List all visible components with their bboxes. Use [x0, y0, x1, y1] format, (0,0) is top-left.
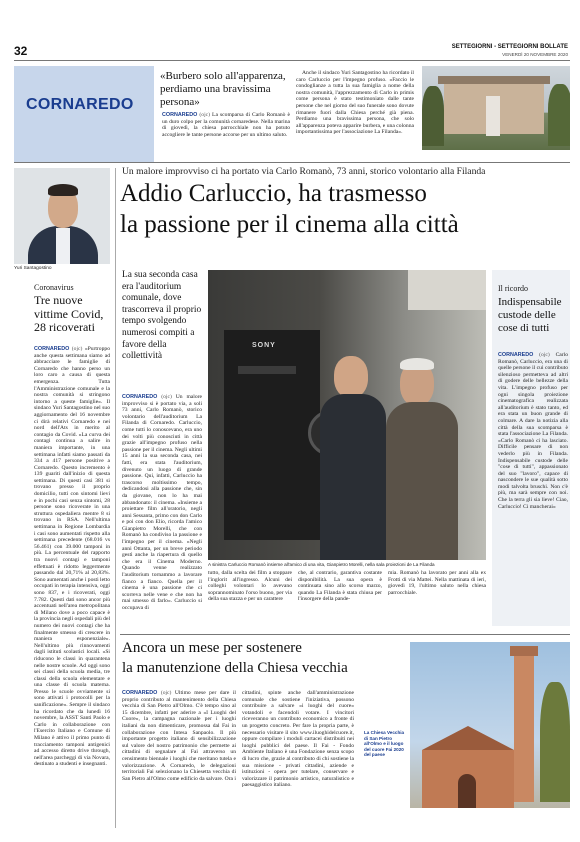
portrait-hair: [48, 184, 78, 196]
tree-shape: [422, 86, 444, 146]
portrait-shirt: [56, 228, 70, 264]
man-right-hair: [400, 358, 434, 370]
main-story-byline: (ojc): [161, 394, 172, 400]
main-story-text-4: mia. Romanò ha lavorato per anni alla ex Frotti di via Mattei. Nella mattinata di ieri, giovedì 19, l'ultimo saluto nella chiesa parrocchiale.: [388, 570, 486, 596]
main-story-overline: Un malore improvviso ci ha portato via Carlo Romanò, 73 anni, storico volontario alla Filanda: [122, 166, 486, 177]
publication-name: SETTEGIORNI - SETTEGIORNI BOLLATE: [451, 44, 568, 50]
tree-shape-right: [548, 84, 570, 146]
bottom-story-byline: (ojc): [160, 690, 172, 696]
left-col-divider: [115, 168, 116, 828]
top-story-col1: [162, 112, 290, 139]
covid-byline: (ojc): [71, 346, 83, 352]
top-story-col2: [296, 70, 414, 137]
memory-byline: (ojc): [539, 352, 550, 358]
church-door: [458, 774, 476, 808]
header-rule: [14, 60, 570, 61]
man-left-body: [320, 394, 386, 560]
section-title: CORNAREDO: [26, 96, 134, 113]
projector-brand: SONY: [252, 342, 276, 349]
monument-photo: [422, 66, 570, 150]
mayor-portrait: [14, 168, 110, 264]
main-story-text-3: che, al contrario, garantiva costante disponibilità. La sua opera è continuata sino allo scorso marzo, quando La Filanda è stata chiusa per l'insorgere della pande-: [298, 570, 382, 603]
bell-tower: [514, 652, 534, 802]
main-photo-caption: A sinistra Carluccio Romanò insieme all'amico di una vita, Gianpietro Morelli, nella sala proiezioni de La Filanda: [208, 562, 435, 567]
main-story-headline-1: Addio Carluccio, ha trasmesso: [120, 180, 427, 207]
top-story-headline: «Burbero solo all'apparenza, perdiamo una bravissima persona»: [160, 70, 286, 108]
top-divider: [14, 162, 570, 163]
man-right-body: [386, 402, 458, 560]
memory-kicker-label: Il ricordo: [498, 284, 528, 293]
bell-tower-top: [510, 646, 538, 656]
covid-kicker: CORNAREDO: [34, 346, 70, 352]
main-story-col4: [388, 570, 486, 597]
issue-date: VENERDÌ 20 NOVEMBRE 2020: [502, 52, 568, 57]
covid-kicker-label: Coronavirus: [34, 283, 74, 292]
main-story-text-2: tutto, dalla scelta dei film a stoppare l'inglorit all'ingresso. Alcuni dei colleghi volontari lo avevano soprannominato l'orso buono, per via della sua stazza e per un carattere: [208, 570, 292, 603]
covid-body: [34, 346, 110, 820]
church-photo: [410, 642, 570, 808]
memory-kicker: CORNAREDO: [498, 352, 534, 358]
bottom-story-col2: [242, 690, 354, 830]
main-story-col3: [298, 570, 382, 604]
ceiling-light: [408, 270, 486, 310]
bottom-story-col1: [122, 690, 236, 830]
man-left-head: [334, 356, 368, 398]
projector-body: [224, 330, 320, 540]
bottom-story-text-1: Ultimo mese per dare il proprio contributo al mantenimento della Chiesa vecchia di San Pietro all'Olmo. C'è tempo sino al 15 dicembre, infatti per aderire a «I Luoghi del Cuore», la campagna nazionale per i luoghi italiani da non dimenticare, promossa dal Fai in collaborazione con Intesa Sanpaolo. Il più importante progetto italiano di sensibilizzazione sul valore del nostro patrimonio che permette ai cittadini di segnalare al Fai attraverso un censimento biennale i luoghi che meritano tutela e valorizzazione. A Cornaredo, le delegazioni territoriali Fai selezionano la Chiesetta vecchia di San Pietro all'Olmo come edificio da salvare. Ora i: [122, 690, 236, 782]
main-story-col1: [122, 394, 202, 622]
memory-body: [498, 352, 568, 622]
covid-headline: Tre nuove vittime Covid, 28 ricoverati: [34, 293, 104, 334]
memory-text: Carlo Romanò, Carluccio, era una di quelle persone il cui contributo silenzioso permetteva ad altri di godere delle bellezze della vita. L'impegno profuso per ogni singola proiezione cinematografica realizzata all'auditorium è stato tanto, ed era stata un buon grande di colmare. A dare la notizia alla città della sua scomparsa è stata l'associazione La Filanda. «Carlo Romanò ci ha lasciato. Difficile pensare di non vederlo più in Filanda. Indispensabile custode delle "cose di tutti", appassionato del suo "lavoro", capace di nascondere le sue qualità sotto modi talvolta bruschi. Non c'è più, ma sarà sempre con noi. Che la terra gli sia lieve! Ciao, Carluccio! Ci mancherai»: [498, 352, 568, 510]
bottom-divider: [120, 634, 570, 635]
main-story-text-1: Un malore improvviso si è portato via, a soli 73 anni, Carlo Romanò, storico volontario dell'auditorium La Filanda di Cornaredo. Carluccio, come tutti lo conoscevano, era uno dei volti più conosciuti in città grazie all'impegno profuso nella passione per il cinema. Negli ultimi 15 anni la sua seconda casa, nei fatti, era stata l'auditorium, divenuto un luogo di grande passione. Qui, infatti, Carluccio ha trascorso moltissimo tempo, dedicandosi alla passione che, sin da giovane, non lo ha mai abbandonato: il cinema. «Insieme a proiettare film all'oratorio, negli anni Sessanta, primo con don Carlo e poi con don Elio, ricorda l'amico Gianpietro Morelli, che con Romanò ha condiviso la passione e l'impegno per il cinema. «Negli anni Ottanta, per un breve periodo gestì anche la riapertura di quello che era il Cinema Moderno. Quando venne realizzato l'auditorium tornammo a lavorare fianco a fianco. Quella per il cinema è una passione che ci scorreva nelle vene e che non ha mai smesso di farlo». Carluccio si occupava di: [122, 394, 202, 611]
main-story-headline-2: la passione per il cinema alla città: [120, 211, 459, 238]
top-story-kicker: CORNAREDO: [162, 112, 198, 118]
section-band: [14, 66, 154, 162]
church-tree: [540, 682, 570, 802]
monument-statue: [486, 96, 500, 136]
bottom-story-headline-1: Ancora un mese per sostenere: [122, 640, 302, 656]
main-story-deck: La sua seconda casa era l'auditorium comunale, dove trascorreva il proprio tempo svolgendo numerosi compiti a favore della collettività: [122, 270, 202, 362]
building-roof: [438, 76, 550, 84]
church-photo-caption: La Chiesa Vecchia di San Pietro all'Olmo e il luogo del cuore Fai 2020 del paese: [364, 730, 405, 758]
bottom-story-text-2: cittadini, spinte anche dall'amministrazione comunale che sostiene l'iniziativa, possono contribuire a salvare «i luoghi del cuore» votandoli e facendoli votare. I vincitori riceveranno un contributo economico a fronte di un progetto concreto. Per fare la propria parte, è necessario visitare il sito www.iluoghidelcuore.it, oppure compilare i moduli cartacei distribuiti nei luoghi pubblici del paese. Il Fai - Fondo Ambiente Italiano è una Fondazione senza scopo di lucro che, grazie al contributo di chi sostiene la sua missione - privati cittadini, aziende e istituzioni - opera per tutelare, conservare e valorizzare il patrimonio artistico, naturalistico e paesaggistico italiano.: [242, 690, 354, 789]
page-number: 32: [14, 44, 28, 58]
top-story-text-2: Anche il sindaco Yuri Santagostino ha ricordato il caro Carluccio per l'impegno profuso. «Faccio le condoglianze a tutta la sua famiglia a nome della nostra comunità, l'apprezzamento di Carlo in primis come persona è stato testimoniato dalle tante persone che nel giorno del suo funerale sono dovute rimanere fuori dalla Chiesa perché già piena. Perdiamo una bravissima persona, che solo all'apparenza poteva apparire burbera, e una colonna importantissima per l'associazione La Filanda».: [296, 70, 414, 136]
top-story-text-1: La scomparsa di Carlo Romanò è un duro colpo per la comunità cornaredese. Nella marina di giovedì, la chiesa parrocchiale non ha potuto accogliere le tante persone accorse per un ultimo saluto.: [162, 112, 291, 138]
covid-text: «Purtroppo anche questa settimana siamo ad abbracciare le famiglie di Cornaredo che hanno perso un loro caro a causa di questa emergenza. Tutta l'Amministrazione comunale e la nostra comunità si stringono intorno a queste famiglie». Il sindaco Yuri Santagostino nel suo aggiornamento del 16 novembre ci dirà relativi Cornaredo e nei nord dell'Ats in merito al contagio da Covid. «La curva dei contagi continua a salire in maniera importante, in una settimana infatti siamo passati da 334 a 417 persone positive a Cornaredo. Questo incremento è 139 guariti dall'inizio di questa settimana. Di questi casi 381 si trovano presso il proprio domicilio, tutti con sintomi lievi e in pochi casi senza sintomi, 28 persone sono ricoverate in una struttura ospedaliera mentre 8 si trovano in RSA. Nell'ultima settimana in Regione Lombardia i casi sono aumentati rispetto alla settimana precedente (68.016 vs 56.461) con 39.000 tamponi in più. La percentuale del rapporto tra nuovi contagi e tamponi effettuati è ridotto leggermente passando dal 20,71% al 20,83%. Sono aumentati anche i posti letto occupati in terapia intensiva, oggi sono 837, e i ricoverati, oggi 7.782. Questi dati sono ancor più accentuati nell'area metropolitana di Milano dove a poco capace è la provincia negli ospedali più del numero dei nuovi contagi che ha finalmente smesso di crescere in maniera esponenziale». Nell'ultimo più rinnovamenti dagli istituti scolastici locali. «Si riducono le classi in quarantena nelle nostre scuole. Ad oggi sono sei classi della scuola media, tre classi della scuola elementare e una classe di scuola materna. Presso le scuole ovviamente si sono attivati i protocolli per la sanificazione». Sempre il sindaco ha ricordato che da lunedì 16 novembre, la ASST Santi Paolo e Carlo in collaborazione con l'Esercito Italiano e Comune di Milano è attivo il primo punto di tracciamento tamponi antigenici ad accesso diretto drive through, nell'area parcheggi di via Novara, destinato a studenti e insegnanti.: [34, 346, 110, 768]
main-story-kicker: CORNAREDO: [122, 394, 158, 400]
top-story-byline: (ojc): [199, 112, 210, 118]
bottom-story-headline-2: la manutenzione della Chiesa vecchia: [122, 660, 348, 676]
main-story-col2: [208, 570, 292, 604]
memory-headline: Indispensabile custode delle cose di tutti: [498, 296, 562, 334]
projection-room-photo: [208, 270, 486, 560]
church-roof: [422, 726, 514, 750]
bottom-story-kicker: CORNAREDO: [122, 690, 158, 696]
projector-lens: [238, 366, 296, 374]
portrait-caption: Yuri Santagostino: [14, 266, 52, 271]
